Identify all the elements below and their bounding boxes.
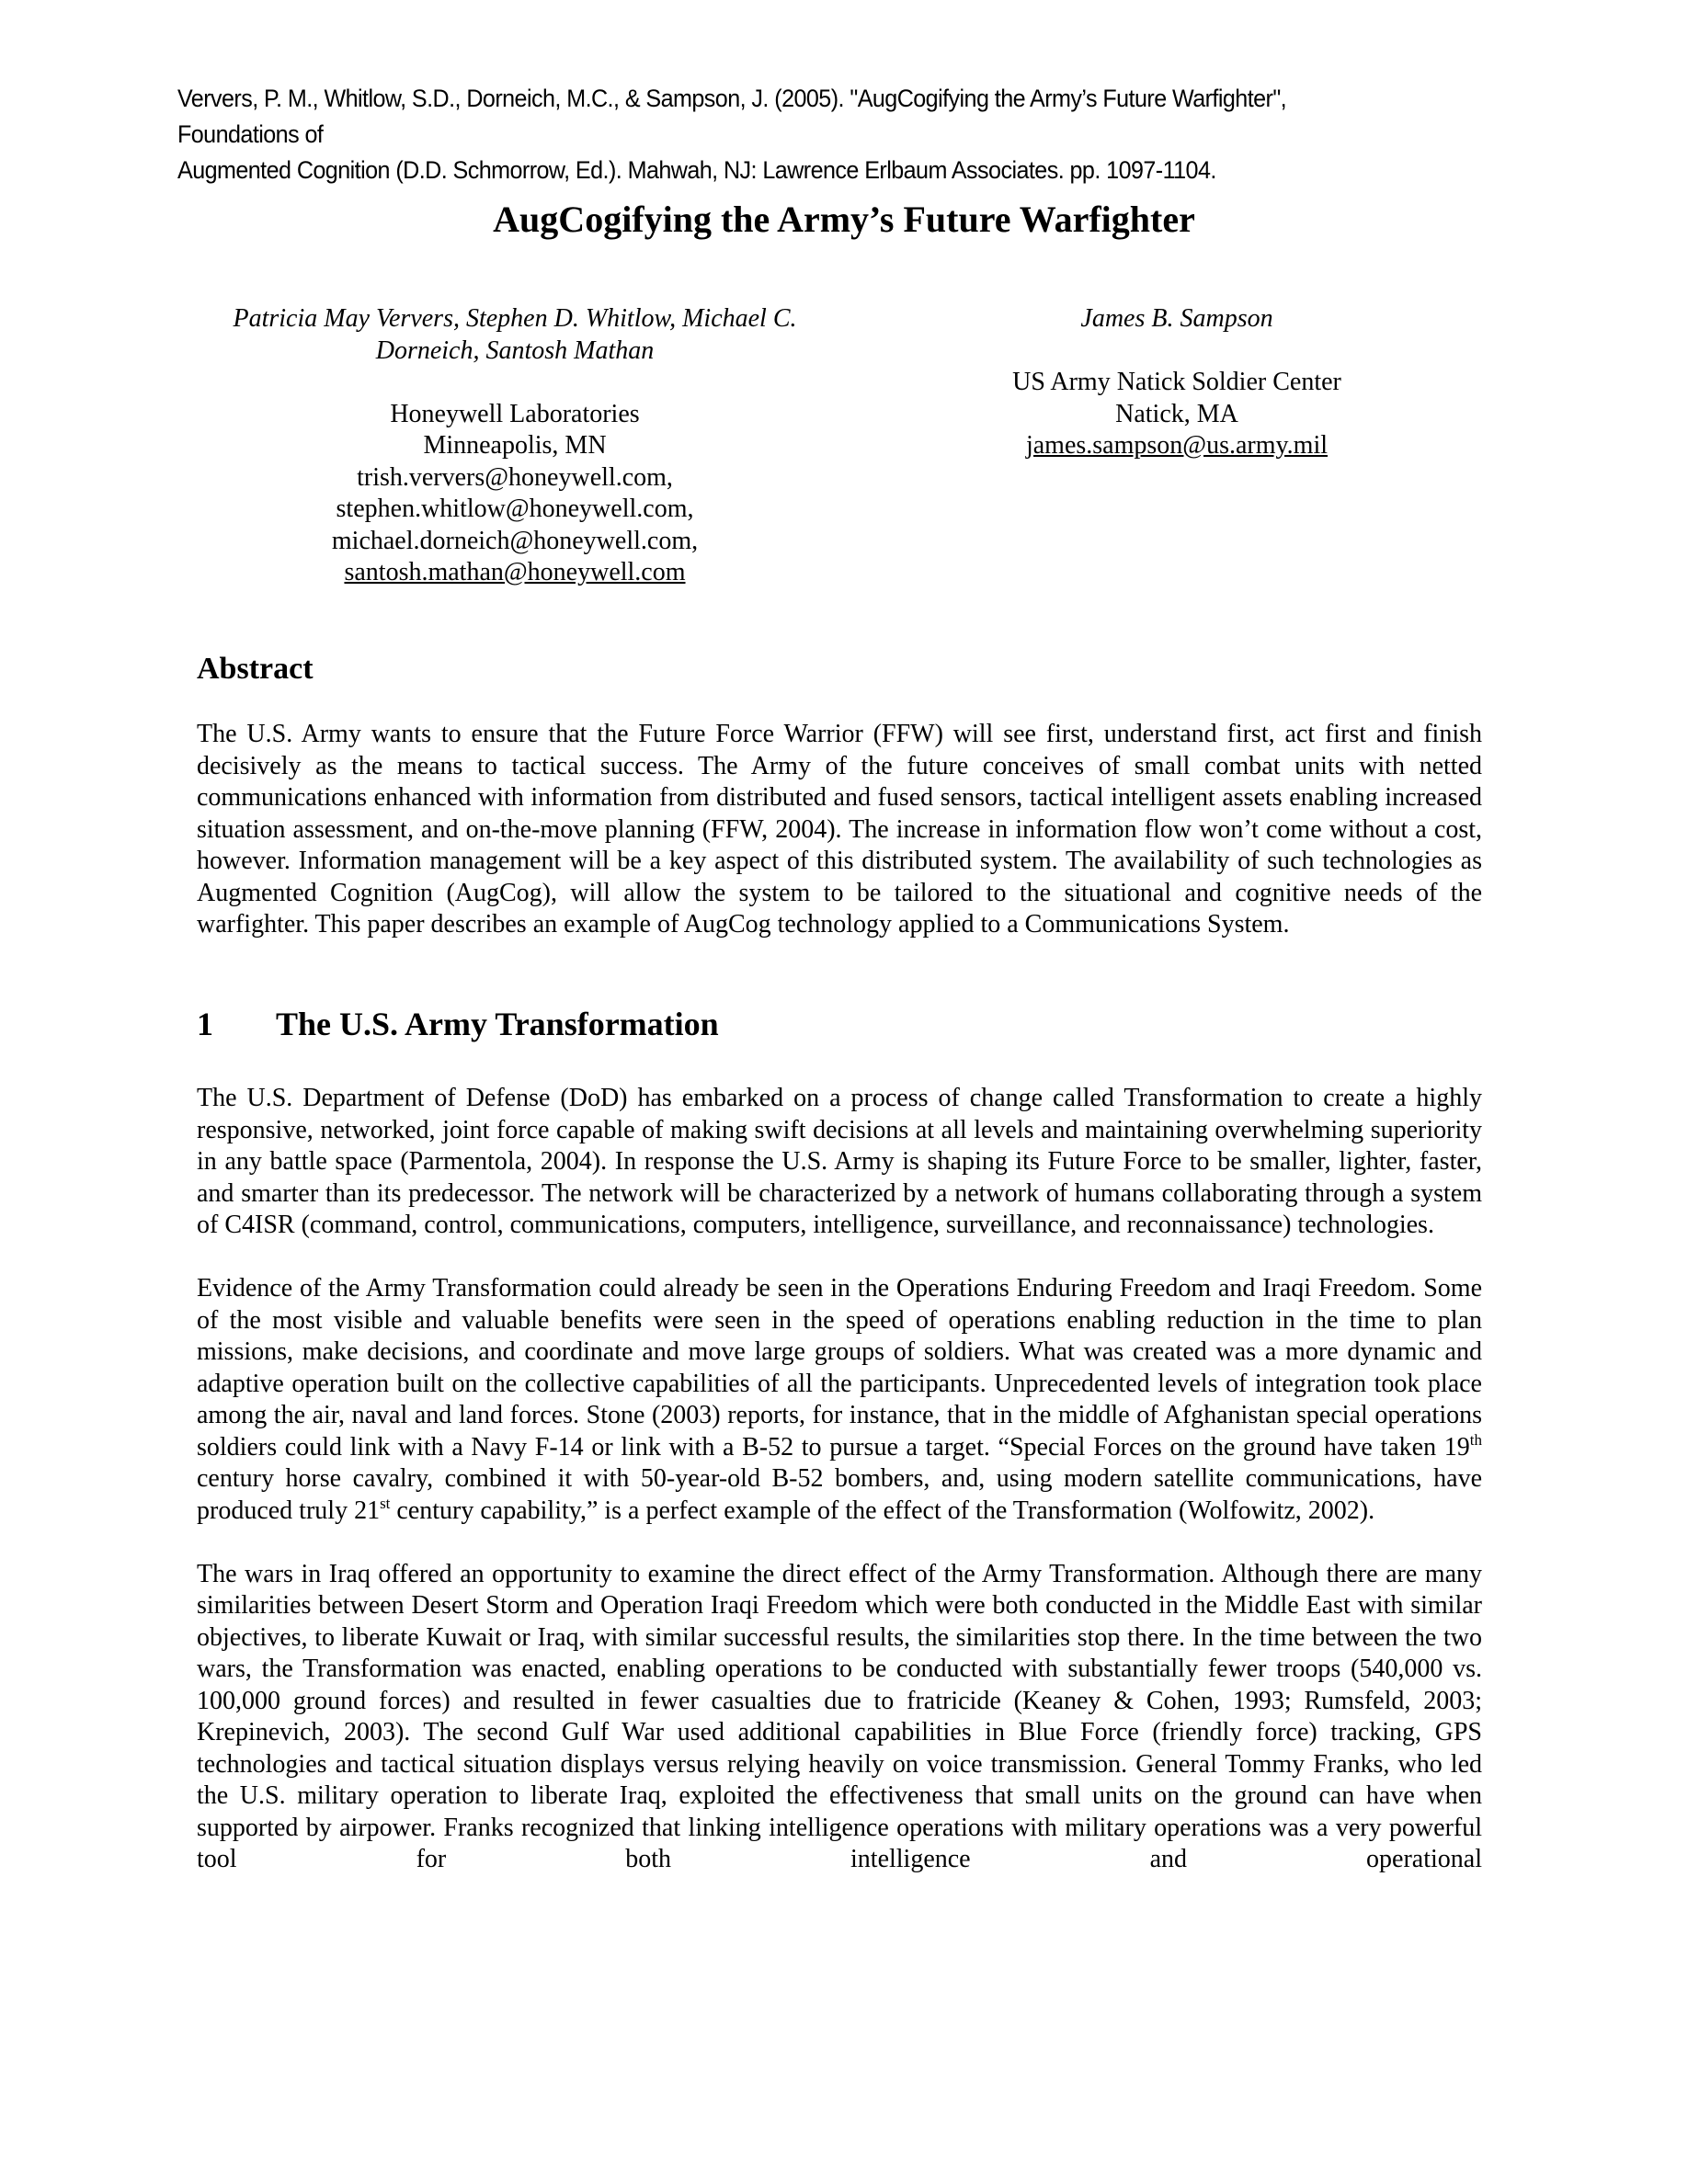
- citation-line-1: Ververs, P. M., Whitlow, S.D., Dorneich, M.C., & Sampson, J. (2005). "AugCogifying the Army’s Future Warfighter", Foundations of: [177, 85, 1287, 148]
- email-sampson-link[interactable]: james.sampson@us.army.mil: [1025, 431, 1329, 460]
- location: Minneapolis, MN: [423, 431, 607, 460]
- paragraph-2-part-a: Evidence of the Army Transformation could already be seen in the Operations Enduring Freedom and Iraqi Freedom. Some of the most visible and valuable benefits were seen in the speed of operations enabling reduction in the time to plan missions, make decisions, and coordinate and move large groups of soldiers. What was created was a more dynamic and adaptive operation built on the collective capabilities of all the participants. Unprecedented levels of integration took place among the air, naval and land forces. Stone (2003) reports, for instance, that in the middle of Afghanistan special operations soldiers could link with a Navy F-14 or link with a B-52 to pursue a target. “Special Forces on the ground have taken 19: [197, 1274, 1482, 1462]
- author-block-natick: [956, 303, 1397, 462]
- email-whitlow: stephen.whitlow@honeywell.com,: [336, 495, 694, 523]
- section-title: The U.S. Army Transformation: [276, 1006, 719, 1042]
- author-name-sampson: James B. Sampson: [1080, 304, 1273, 333]
- abstract-heading: Abstract: [197, 652, 314, 686]
- paragraph-3: The wars in Iraq offered an opportunity to examine the direct effect of the Army Transformation. Although there are many similarities between Desert Storm and Operation Iraqi Freedom which were both conducted in the Middle East with similar objectives, to liberate Kuwait or Iraq, with similar successful results, the similarities stop there. In the time between the two wars, the Transformation was enacted, enabling operations to be conducted with substantially fewer troops (540,000 vs. 100,000 ground forces) and resulted in fewer casualties due to fratricide (Keaney & Cohen, 1993; Rumsfeld, 2003; Krepinevich, 2003). The second Gulf War used additional capabilities in Blue Force (friendly force) tracking, GPS technologies and tactical situation displays versus relying heavily on voice transmission. General Tommy Franks, who led the U.S. military operation to liberate Iraq, exploited the effectiveness that small units on the ground can have when supported by airpower. Franks recognized that linking intelligence operations with military operations was a very powerful tool for both intelligence and operational: [197, 1559, 1482, 1873]
- author-names-line-1: Patricia May Ververs, Stephen D. Whitlow, Michael C.: [233, 304, 797, 333]
- abstract-paragraph: The U.S. Army wants to ensure that the Future Force Warrior (FFW) will see first, understand first, act first and finish decisively as the means to tactical success. The Army of the future conceives of small combat units with netted communications enhanced with information from distributed and fused sensors, tactical intelligent assets enabling increased situation assessment, and on-the-move planning (FFW, 2004). The increase in information flow won’t come without a cost, however. Information management will be a key aspect of this distributed system. The availability of such technologies as Augmented Cognition (AugCog), will allow the system to be tailored to the situational and cognitive needs of the warfighter. This paper describes an example of AugCog technology applied to a Communications System.: [197, 720, 1482, 938]
- superscript-st: st: [380, 1494, 391, 1512]
- section-1-heading: [197, 1004, 719, 1044]
- citation-header: [177, 81, 1409, 188]
- paragraph-2-part-b: century horse cavalry, combined it with 50-year-old B-52 bombers, and, using modern satellite communications, have produced truly 21: [197, 1464, 1482, 1525]
- paragraph-2: [197, 1273, 1482, 1527]
- author-names-line-2: Dorneich, Santosh Mathan: [375, 336, 655, 365]
- abstract-body: [197, 719, 1482, 973]
- paragraph-2-part-c: century capability,” is a perfect example of the effect of the Transformation (Wolfowitz, 2002).: [390, 1496, 1375, 1525]
- paragraph-1: The U.S. Department of Defense (DoD) has embarked on a process of change called Transformation to create a highly responsive, networked, joint force capable of making swift decisions at all levels and maintaining overwhelming superiority in any battle space (Parmentola, 2004). In response the U.S. Army is shaping its Future Force to be smaller, lighter, faster, and smarter than its predecessor. The network will be characterized by a network of humans collaborating through a system of C4ISR (command, control, communications, computers, intelligence, surveillance, and reconnaissance) technologies.: [197, 1084, 1482, 1239]
- section-number: 1: [197, 1006, 213, 1042]
- author-block-honeywell: [193, 303, 837, 589]
- superscript-th: th: [1469, 1430, 1482, 1449]
- location: Natick, MA: [1115, 399, 1238, 428]
- email-dorneich: michael.dorneich@honeywell.com,: [331, 526, 699, 555]
- affiliation: US Army Natick Soldier Center: [1012, 368, 1341, 396]
- paper-title: AugCogifying the Army’s Future Warfighter: [493, 199, 1195, 240]
- affiliation: Honeywell Laboratories: [390, 399, 640, 428]
- email-ververs: trish.ververs@honeywell.com,: [357, 462, 673, 492]
- email-mathan-link[interactable]: santosh.mathan@honeywell.com: [344, 558, 686, 586]
- section-1-body: [197, 1083, 1482, 1907]
- citation-line-2: Augmented Cognition (D.D. Schmorrow, Ed.). Mahwah, NJ: Lawrence Erlbaum Associates. pp. 1097-1104.: [177, 156, 1216, 184]
